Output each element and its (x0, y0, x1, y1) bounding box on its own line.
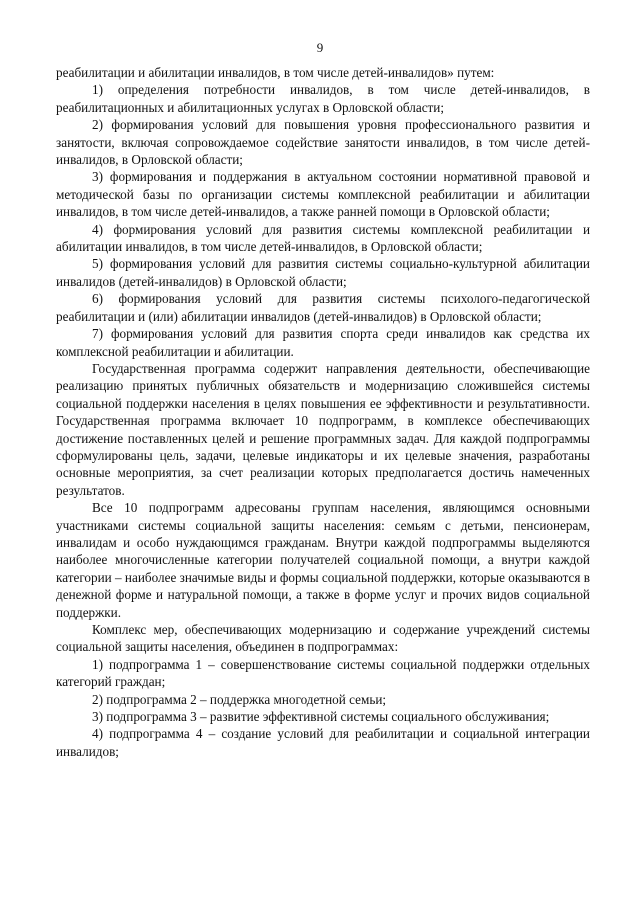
list-item: 5) формирования условий для развития системы социально-культурной абилитации инвалидов (детей-инвалидов) в Орловской области; (56, 256, 590, 289)
list-item: 3) формирования и поддержания в актуальном состоянии нормативной правовой и методической базы по организации системы комплексной реабилитации и абилитации инвалидов, в том числе детей-инвалидов, а также ранней помощи в Орловской области; (56, 169, 590, 220)
paragraph: Государственная программа содержит направления деятельности, обеспечивающие реализацию принятых публичных обязательств и модернизацию сложившейся системы социальной поддержки населения в целях повышения ее эффективности и результативности. Государственная программа включает 10 подпрограмм, в комплексе обеспечивающих достижение поставленных целей и решение программных задач. Для каждой подпрограммы сформулированы цель, задачи, целевые индикаторы и их целевые значения, разработаны основные мероприятия, за счет реализации которых предполагается достичь намеченных результатов. (56, 360, 590, 498)
list-item: 7) формирования условий для развития спорта среди инвалидов как средства их комплексной реабилитации и абилитации. (56, 326, 590, 359)
list-item: 1) подпрограмма 1 – совершенствование системы социальной поддержки отдельных категорий граждан; (56, 656, 590, 690)
list-item: 4) формирования условий для развития системы комплексной реабилитации и абилитации инвалидов, в том числе детей-инвалидов, в Орловской области; (56, 221, 590, 255)
list-item: 4) подпрограмма 4 – создание условий для реабилитации и социальной интеграции инвалидов; (56, 726, 590, 759)
list-item: 1) определения потребности инвалидов, в том числе детей-инвалидов, в реабилитационных и абилитационных услугах в Орловской области; (56, 82, 590, 115)
document-body (56, 64, 590, 760)
paragraph: реабилитации и абилитации инвалидов, в том числе детей-инвалидов» путем: (56, 65, 495, 80)
list-item: 2) подпрограмма 2 – поддержка многодетной семьи; (92, 691, 387, 707)
list-item: 3) подпрограмма 3 – развитие эффективной системы социального обслуживания; (92, 709, 550, 725)
page-number: 9 (316, 40, 324, 55)
paragraph: Комплекс мер, обеспечивающих модернизацию и содержание учреждений системы социальной защиты населения, объединен в подпрограммах: (56, 622, 590, 655)
paragraph: Все 10 подпрограмм адресованы группам населения, являющимся основными участниками системы социальной защиты населения: семьям с детьми, пенсионерам, инвалидам и особо нуждающимся гражданам. Внутри каждой подпрограммы выделяются наиболее многочисленные категории получателей социальной помощи, а внутри каждой категории – наиболее значимые виды и формы социальной поддержки, которые оказываются в денежной форме и натуральной помощи, а также в форме услуг и прочих видов социальной поддержки. (56, 500, 590, 620)
list-item: 6) формирования условий для развития системы психолого-педагогической реабилитации и (или) абилитации инвалидов (детей-инвалидов) в Орловской области; (56, 291, 590, 324)
list-item: 2) формирования условий для повышения уровня профессионального развития и занятости, включая сопровождаемое содействие занятости инвалидов, в том числе детей-инвалидов, в Орловской области; (56, 117, 590, 168)
